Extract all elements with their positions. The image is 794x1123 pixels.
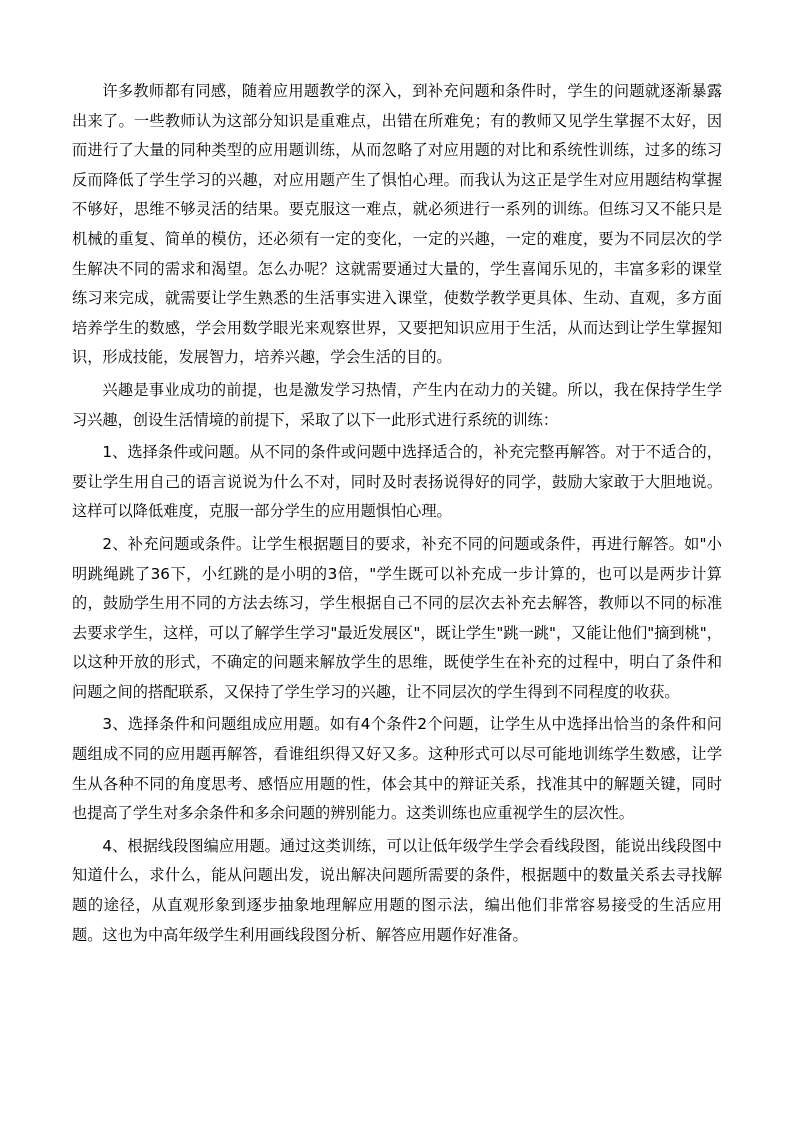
paragraph-method-4: 4、根据线段图编应用题。通过这类训练，可以让低年级学生学会看线段图，能说出线段图中知道什么，求什么，能从问题出发，说出解决问题所需要的条件，根据题中的数量关系去寻找解题的途径，从直观形象到逐步抽象地理解应用题的图示法，编出他们非常容易接受的生活应用题。这也为中高年级学生利用画线段图分析、解答应用题作好准备。 — [72, 836, 722, 944]
paragraph-intro: 许多教师都有同感，随着应用题教学的深入，到补充问题和条件时，学生的问题就逐渐暴露出来了。一些教师认为这部分知识是重难点，出错在所难免；有的教师又见学生掌握不太好，因而进行了大量的同种类型的应用题训练，从而忽略了对应用题的对比和系统性训练，过多的练习反而降低了学生学习的兴趣，对应用题产生了惧怕心理。而我认为这正是学生对应用题结构掌握不够好，思维不够灵活的结果。要克服这一难点，就必须进行一系列的训练。但练习又不能只是机械的重复、简单的模仿，还必须有一定的变化，一定的兴趣，一定的难度，要为不同层次的学生解决不同的需求和渴望。怎么办呢？这就需要通过大量的，学生喜闻乐见的，丰富多彩的课堂练习来完成，就需要让学生熟悉的生活事实进入课堂，使数学教学更具体、生动、直观，多方面培养学生的数感，学会用数学眼光来观察世界，又要把知识应用于生活，从而达到让学生掌握知识，形成技能，发展智力，培养兴趣，学会生活的目的。 — [72, 82, 722, 367]
paragraph-method-3: 3、选择条件和问题组成应用题。如有4个条件2个问题，让学生从中选择出恰当的条件和问题组成不同的应用题再解答，看谁组织得又好又多。这种形式可以尽可能地训练学生数感，让学生从各种不同的角度思考、感悟应用题的性，体会其中的辩证关系，找准其中的解题关键，同时也提高了学生对多余条件和多余问题的辨别能力。这类训练也应重视学生的层次性。 — [72, 715, 722, 823]
paragraph-method-1: 1、选择条件或问题。从不同的条件或问题中选择适合的，补充完整再解答。对于不适合的，要让学生用自己的语言说说为什么不对，同时及时表扬说得好的同学，鼓励大家敢于大胆地说。这样可以降低难度，克服一部分学生的应用题惧怕心理。 — [72, 443, 722, 521]
paragraph-interest: 兴趣是事业成功的前提，也是激发学习热情，产生内在动力的关键。所以，我在保持学生学习兴趣，创设生活情境的前提下，采取了以下一此形式进行系统的训练： — [72, 380, 722, 429]
document-page — [72, 77, 722, 953]
paragraph-method-2: 2、补充问题或条件。让学生根据题目的要求，补充不同的问题或条件，再进行解答。如"小明跳绳跳了36下，小红跳的是小明的3倍，"学生既可以补充成一步计算的，也可以是两步计算的，鼓励学生用不同的方法去练习，学生根据自己不同的层次去补充去解答，教师以不同的标准去要求学生，这样，可以了解学生学习"最近发展区"，既让学生"跳一跳"，又能让他们"摘到桃"，以这种开放的形式，不确定的问题来解放学生的思维，既使学生在补充的过程中，明白了条件和问题之间的搭配联系，又保持了学生学习的兴趣，让不同层次的学生得到不同程度的收获。 — [72, 534, 722, 701]
